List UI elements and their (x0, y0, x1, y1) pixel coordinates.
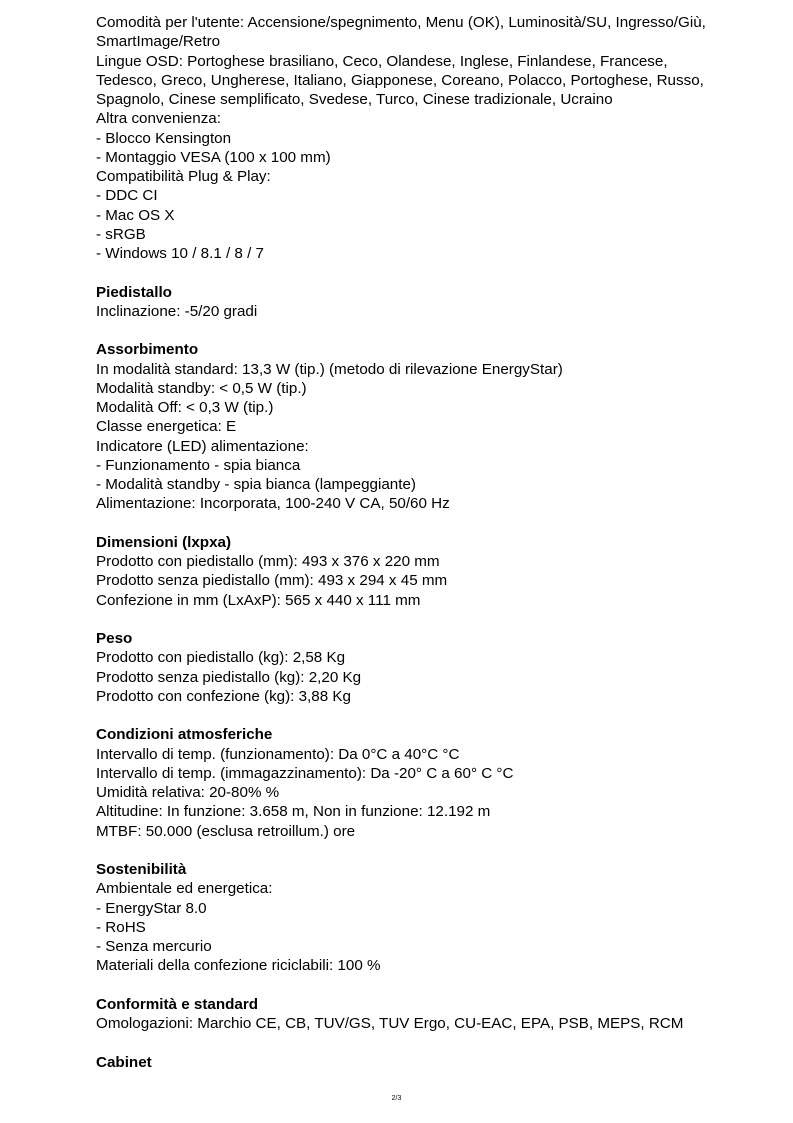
text-line: Confezione in mm (LxAxP): 565 x 440 x 111 mm (96, 591, 421, 609)
section-heading: Dimensioni (lxpxa) (96, 533, 232, 551)
text-line: - Mac OS X (96, 206, 175, 224)
section-spacer (96, 610, 776, 629)
text-line: - Modalità standby - spia bianca (lampeggiante) (96, 476, 416, 493)
text-line: - EnergyStar 8.0 (96, 899, 207, 917)
section-heading: Condizioni atmosferiche (96, 726, 273, 744)
section-spacer (96, 841, 776, 860)
text-line: Alimentazione: Incorporata, 100-240 V CA, 50/60 Hz (96, 495, 450, 513)
text-line: Indicatore (LED) alimentazione: (96, 437, 309, 455)
section-heading: Sostenibilità (96, 861, 187, 878)
text-line: Inclinazione: -5/20 gradi (96, 302, 258, 320)
section-heading: Piedistallo (96, 283, 172, 301)
text-line: MTBF: 50.000 (esclusa retroillum.) ore (96, 822, 356, 840)
document-body (96, 13, 776, 1072)
section-conformita-standard (96, 995, 776, 1034)
text-line: Prodotto senza piedistallo (mm): 493 x 294 x 45 mm (96, 572, 448, 590)
text-line: - Funzionamento - spia bianca (96, 456, 301, 474)
section-spacer (96, 321, 776, 340)
page-number: 2/3 (391, 1095, 402, 1102)
text-line: Ambientale ed energetica: (96, 880, 273, 898)
section-spacer (96, 976, 776, 995)
section-assorbimento (96, 340, 776, 513)
section-peso (96, 629, 776, 706)
text-line: Comodità per l'utente: Accensione/spegnimento, Menu (OK), Luminosità/SU, Ingresso/Giù, (96, 14, 706, 31)
text-line: Modalità standby: < 0,5 W (tip.) (96, 379, 307, 397)
text-line: - sRGB (96, 225, 146, 243)
text-line: Prodotto con piedistallo (mm): 493 x 376 x 220 mm (96, 553, 440, 570)
text-line: Modalità Off: < 0,3 W (tip.) (96, 399, 274, 416)
section-cabinet (96, 1053, 776, 1072)
section-dimensioni (96, 533, 776, 610)
section-condizioni-atmosferiche (96, 725, 776, 841)
text-line: Prodotto con piedistallo (kg): 2,58 Kg (96, 649, 346, 667)
text-line: Tedesco, Greco, Ungherese, Italiano, Giapponese, Coreano, Polacco, Portoghese, Russo, (96, 71, 704, 89)
text-line: - Blocco Kensington (96, 129, 232, 147)
text-line: SmartImage/Retro (96, 33, 221, 51)
text-line: Altitudine: In funzione: 3.658 m, Non in funzione: 12.192 m (96, 803, 491, 821)
text-line: Materiali della confezione riciclabili: 100 % (96, 957, 381, 975)
intro-block (96, 13, 776, 263)
text-line: In modalità standard: 13,3 W (tip.) (metodo di rilevazione EnergyStar) (96, 360, 563, 378)
text-line: Intervallo di temp. (immagazzinamento): Da -20° C a 60° C °C (96, 764, 514, 782)
section-heading: Conformità e standard (96, 995, 259, 1013)
text-line: Intervallo di temp. (funzionamento): Da 0°C a 40°C °C (96, 745, 460, 763)
section-spacer (96, 706, 776, 725)
text-line: - RoHS (96, 918, 146, 936)
text-line: - DDC CI (96, 187, 158, 205)
section-sostenibilita (96, 860, 776, 976)
section-heading: Assorbimento (96, 341, 199, 359)
text-line: - Senza mercurio (96, 938, 212, 955)
text-line: Spagnolo, Cinese semplificato, Svedese, Turco, Cinese tradizionale, Ucraino (96, 91, 613, 108)
text-line: - Windows 10 / 8.1 / 8 / 7 (96, 245, 264, 262)
section-piedistallo (96, 283, 776, 322)
section-spacer (96, 1033, 776, 1052)
section-spacer (96, 514, 776, 533)
text-line: Prodotto senza piedistallo (kg): 2,20 Kg (96, 668, 362, 686)
text-line: Prodotto con confezione (kg): 3,88 Kg (96, 687, 351, 705)
section-heading: Peso (96, 630, 133, 647)
text-line: Compatibilità Plug & Play: (96, 168, 271, 185)
section-spacer (96, 263, 776, 282)
text-line: Classe energetica: E (96, 418, 237, 436)
text-line: Omologazioni: Marchio CE, CB, TUV/GS, TUV Ergo, CU-EAC, EPA, PSB, MEPS, RCM (96, 1015, 684, 1032)
section-heading: Cabinet (96, 1053, 152, 1071)
text-line: Lingue OSD: Portoghese brasiliano, Ceco, Olandese, Inglese, Finlandese, Francese, (96, 52, 668, 70)
text-line: Altra convenienza: (96, 110, 221, 128)
text-line: Umidità relativa: 20-80% % (96, 784, 280, 801)
text-line: - Montaggio VESA (100 x 100 mm) (96, 148, 331, 166)
